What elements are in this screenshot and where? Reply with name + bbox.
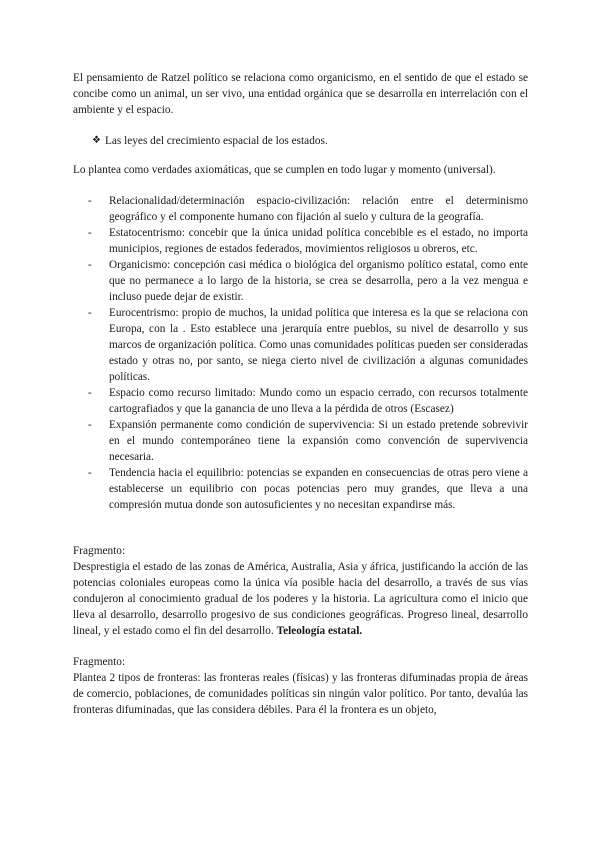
bullet-heading: Las leyes del crecimiento espacial de los estados. — [105, 135, 328, 147]
diamond-bullet-icon: ❖ — [92, 135, 101, 146]
list-item-text: Tendencia hacia el equilibrio: potencias se expanden en consecuencias de otras pero viene a establecerse un equilibrio con pocas potencias pero muy grandes, que lleva a una compresión mutua donde son autosuficientes y no necesitan expandirse más. — [109, 467, 528, 511]
laws-list — [73, 193, 528, 513]
dash-marker: - — [88, 419, 92, 431]
bullet-heading-line — [92, 133, 528, 149]
fragment-label: Fragmento: — [73, 545, 126, 557]
dash-marker: - — [88, 467, 92, 479]
list-item-text: Expansión permanente como condición de supervivencia: Si un estado pretende sobrevivir en el mundo contemporáneo tiene la expansión como convención de supervivencia necesaria. — [109, 419, 528, 463]
list-item — [88, 257, 528, 305]
dash-marker: - — [88, 307, 92, 319]
fragment-paragraph — [73, 559, 528, 639]
list-item-text: Estatocentrismo: concebir que la única unidad política concebible es el estado, no importa municipios, regiones de estados federados, movimientos religiosos u obreros, etc. — [109, 227, 528, 255]
list-item — [88, 385, 528, 417]
dash-marker: - — [88, 195, 92, 207]
list-item — [88, 417, 528, 465]
intro-paragraph: El pensamiento de Ratzel político se relaciona como organicismo, en el sentido de que el estado se concibe como un animal, un ser vivo, una entidad orgánica que se desarrolla en interrelación con el ambiente y el espacio. — [73, 72, 528, 116]
list-item — [88, 193, 528, 225]
axioms-paragraph: Lo plantea como verdades axiomáticas, que se cumplen en todo lugar y momento (universal). — [73, 164, 496, 176]
list-item-text: Espacio como recurso limitado: Mundo como un espacio cerrado, con recursos totalmente cartografiados y que la ganancia de uno lleva a la pérdida de otros (Escasez) — [109, 387, 528, 415]
fragment-label: Fragmento: — [73, 656, 126, 668]
dash-marker: - — [88, 227, 92, 239]
list-item — [88, 225, 528, 257]
list-item — [88, 465, 528, 513]
fragment-text: Desprestigia el estado de las zonas de América, Australia, Asia y áfrica, justificando la acción de las potencias coloniales europeas como la única vía posible hacia del desarrollo, a través de sus vías condujeron al conocimiento gradual de los poderes y la historia. La agricultura como el inicio que lleva al desarrollo, desarrollo progesivo de sus condiciones geográficas. Progreso lineal, desarrollo lineal, y el estado como el fin del desarrollo. — [73, 561, 528, 637]
list-item-text: Relacionalidad/determinación espacio-civilización: relación entre el determinismo geográfico y el componente humano con fijación al suelo y cultura de la geografía. — [109, 195, 528, 223]
dash-marker: - — [88, 259, 92, 271]
document-page — [73, 70, 528, 718]
list-item-text: Eurocentrismo: propio de muchos, la unidad política que interesa es la que se relaciona con Europa, con la . Esto establece una jerarquía entre pueblos, su nivel de desarrollo y sus marcos de organización política. Como unas comunidades políticas pueden ser consideradas estado y otras no, por santo, se niega cierto nivel de civilización a algunas comunidades políticas. — [109, 307, 528, 383]
fragment-paragraph: Plantea 2 tipos de fronteras: las fronteras reales (físicas) y las fronteras difuminadas propia de áreas de comercio, poblaciones, de comunidades políticas sin ningún valor político. Por tanto, devalúa las fronteras difuminadas, que las considera débiles. Para él la frontera es un objeto, — [73, 672, 528, 716]
list-item — [88, 305, 528, 385]
list-item-text: Organicismo: concepción casi médica o biológica del organismo político estatal, como ente que no permanece a lo largo de la historia, se crea se desarrolla, pero a la vez mengua e incluso puede dejar de existir. — [109, 259, 528, 303]
dash-marker: - — [88, 387, 92, 399]
fragment-bold-term: Teleología estatal. — [276, 625, 363, 637]
